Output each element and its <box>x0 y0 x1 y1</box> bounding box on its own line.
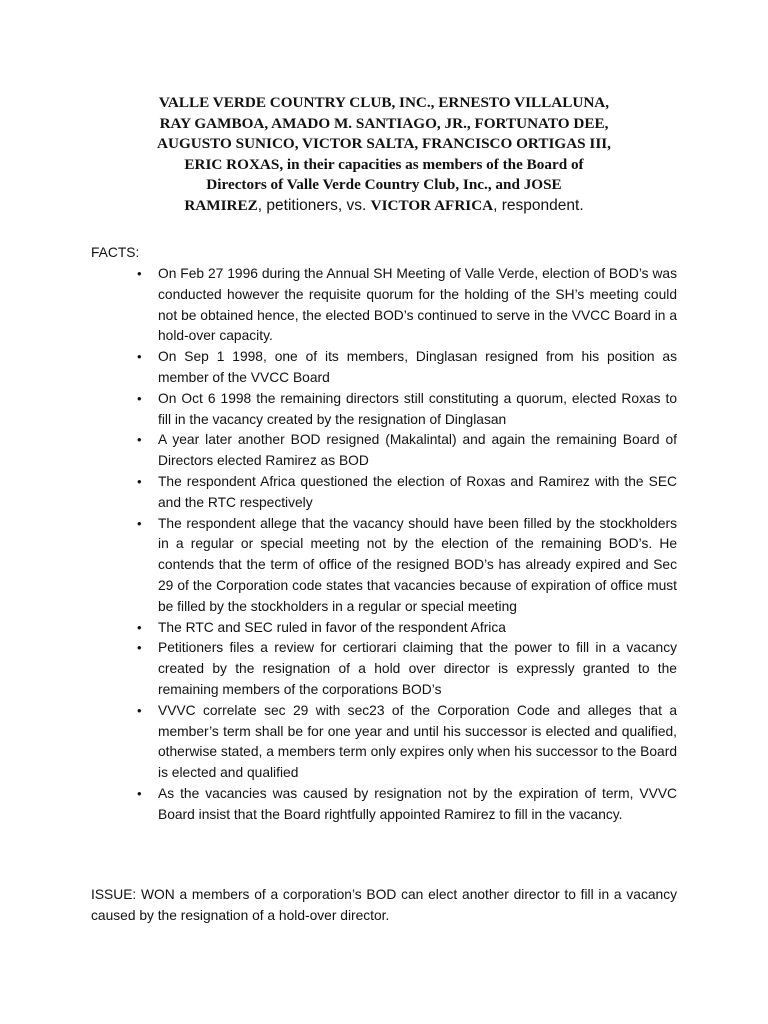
bullet-icon: • <box>137 266 142 281</box>
bullet-icon: • <box>137 640 142 656</box>
fact-text: VVVC correlate sec 29 with sec23 of the Corporation Code and alleges that a member’s term shall be for one year and until his successor is elected and qualified, otherwise stated, a members term only expires only when his successor to the Board is elected and qualified <box>158 702 677 781</box>
fact-item <box>91 389 677 431</box>
bullet-icon: • <box>137 515 142 531</box>
case-title-parties-line <box>110 196 658 217</box>
fact-text: A year later another BOD resigned (Makalintal) and again the remaining Board of Directors elected Ramirez as BOD <box>158 432 677 469</box>
bullet-icon: • <box>137 432 142 448</box>
bullet-icon: • <box>137 619 142 635</box>
fact-item <box>91 264 677 347</box>
petitioners-versus-label: , petitioners, vs. <box>257 196 371 214</box>
case-title-line: ERIC ROXAS, in their capacities as members of the Board of <box>184 155 584 173</box>
fact-text: On Feb 27 1996 during the Annual SH Meeting of Valle Verde, election of BOD’s was conducted however the requisite quorum for the holding of the SH’s meeting could not be obtained hence, the elected BOD’s continued to serve in the VVCC Board in a hold-over capacity. <box>158 266 677 344</box>
bullet-icon: • <box>137 349 142 365</box>
fact-item <box>91 472 677 514</box>
case-title-line: Directors of Valle Verde Country Club, Inc., and JOSE <box>206 176 562 193</box>
facts-list <box>91 264 677 826</box>
fact-text: The respondent Africa questioned the election of Roxas and Ramirez with the SEC and the RTC respectively <box>158 473 677 510</box>
case-title-line: RAY GAMBOA, AMADO M. SANTIAGO, JR., FORTUNATO DEE, <box>159 114 609 132</box>
fact-item <box>91 430 677 472</box>
fact-item <box>91 784 677 826</box>
bullet-icon: • <box>137 702 142 718</box>
respondent-label: , respondent. <box>493 196 584 214</box>
fact-item <box>91 701 677 784</box>
fact-text: On Oct 6 1998 the remaining directors still constituting a quorum, elected Roxas to fill in the vacancy created by the resignation of Dinglasan <box>158 390 677 427</box>
bullet-icon: • <box>137 390 142 406</box>
fact-item <box>91 514 677 618</box>
petitioner-name: RAMIREZ <box>184 196 258 214</box>
fact-item <box>91 618 677 639</box>
case-title-line: AUGUSTO SUNICO, VICTOR SALTA, FRANCISCO ORTIGAS III, <box>157 135 611 152</box>
bullet-icon: • <box>137 785 142 801</box>
respondent-name: VICTOR AFRICA <box>370 196 494 214</box>
fact-text: The RTC and SEC ruled in favor of the respondent Africa <box>158 619 506 635</box>
fact-text: Petitioners files a review for certiorari claiming that the power to fill in a vacancy created by the resignation of a hold over director is expressly granted to the remaining members of the corporations BOD’s <box>158 640 677 697</box>
fact-text: As the vacancies was caused by resignation not by the expiration of term, VVVC Board insist that the Board rightfully appointed Ramirez to fill in the vacancy. <box>158 785 677 822</box>
fact-text: The respondent allege that the vacancy should have been filled by the stockholders in a regular or special meeting not by the election of the remaining BOD’s. He contends that the term of office of the resigned BOD’s has already expired and Sec 29 of the Corporation code states that vacancies because of expiration of office must be filled by the stockholders in a regular or special meeting <box>158 515 677 614</box>
case-title <box>110 93 658 216</box>
fact-text: On Sep 1 1998, one of its members, Dinglasan resigned from his position as member of the VVCC Board <box>158 349 677 385</box>
fact-item <box>91 638 677 700</box>
fact-item <box>91 347 677 389</box>
facts-heading: FACTS: <box>91 245 140 260</box>
case-title-line: VALLE VERDE COUNTRY CLUB, INC., ERNESTO VILLALUNA, <box>158 94 610 111</box>
bullet-icon: • <box>137 473 142 489</box>
issue-paragraph: ISSUE: WON a members of a corporation’s BOD can elect another director to fill in a vacancy caused by the resignation of a hold-over director. <box>91 887 677 923</box>
